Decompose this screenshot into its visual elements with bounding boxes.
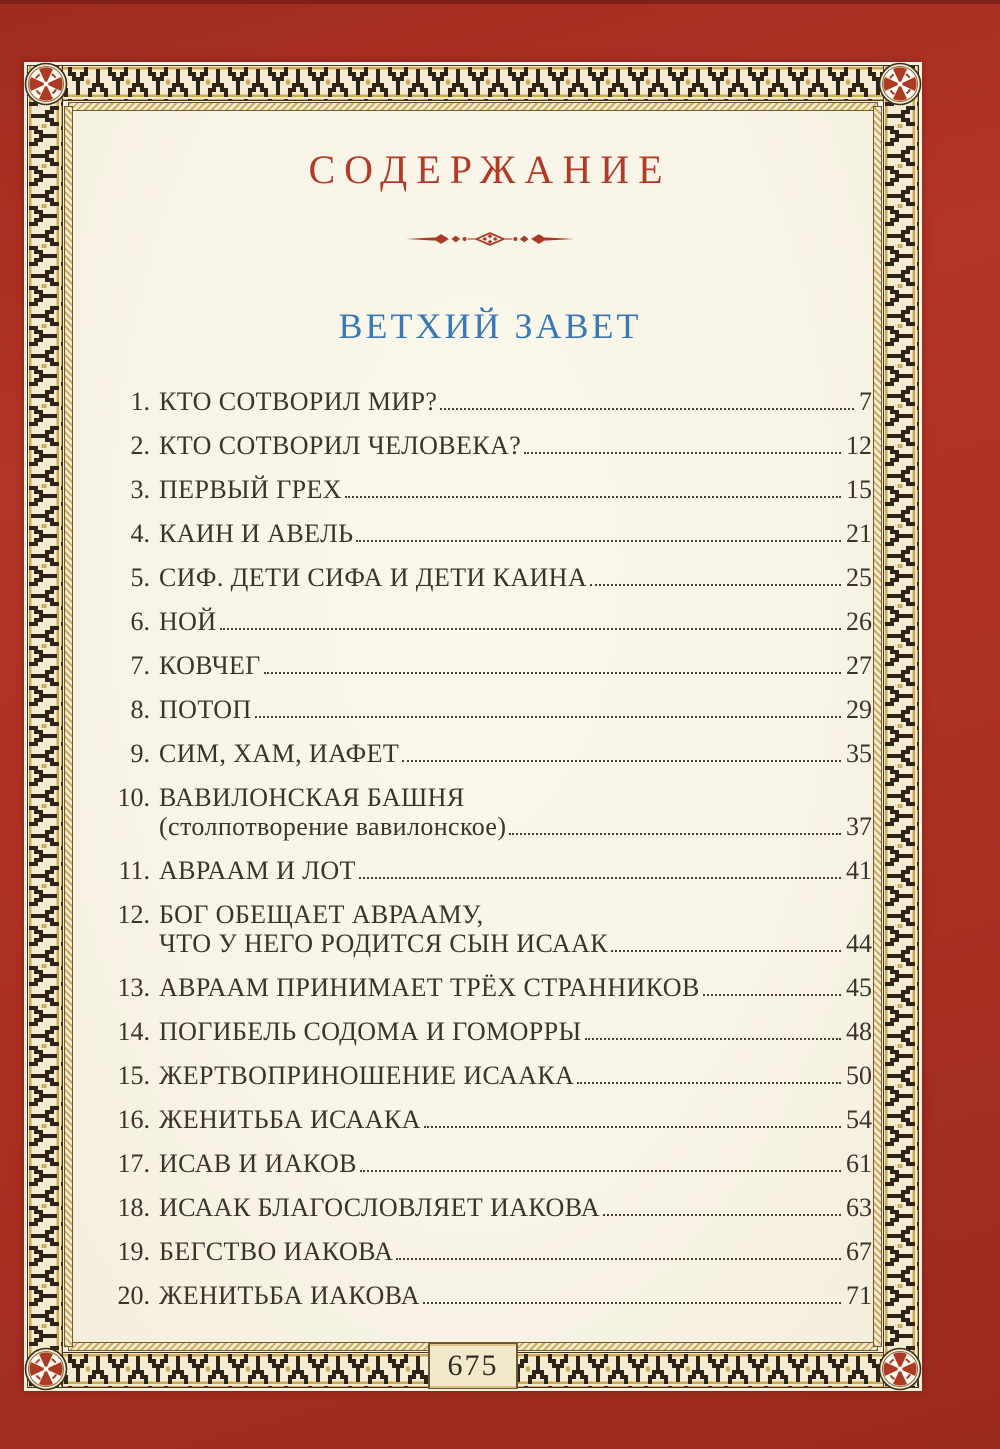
dotted-leader [423, 1302, 841, 1304]
toc-entry [108, 1149, 872, 1178]
toc-entry [108, 1193, 872, 1222]
toc-entry [108, 1281, 872, 1310]
toc-entry-title: СИФ. ДЕТИ СИФА И ДЕТИ КАИНА [159, 563, 588, 592]
rope-line-top [68, 102, 878, 111]
toc-entry [108, 1237, 872, 1266]
toc-entry [108, 1061, 872, 1090]
toc-entry-title: ВАВИЛОНСКАЯ БАШНЯ [159, 783, 465, 812]
toc-entry-title: АВРААМ И ЛОТ [159, 856, 356, 885]
toc-entry-page: 15 [846, 475, 872, 504]
toc-entry-title: БОГ ОБЕЩАЕТ АВРААМУ, [159, 900, 484, 929]
toc-entry-title: АВРААМ ПРИНИМАЕТ ТРЁХ СТРАННИКОВ [159, 973, 700, 1002]
toc-entry-page: 48 [846, 1017, 872, 1046]
toc-entry-number: 14. [117, 1017, 150, 1046]
toc-entry-number: 16. [117, 1105, 150, 1134]
toc-entry [108, 900, 872, 958]
toc-entry-page: 63 [846, 1193, 872, 1222]
toc-entry-number: 1. [130, 387, 150, 416]
divider-ornament-icon [108, 231, 872, 247]
toc-entry-number: 11. [118, 856, 150, 885]
toc-entry-page: 26 [846, 607, 872, 636]
dotted-leader [356, 540, 841, 542]
toc-entry-title: ИСАВ И ИАКОВ [159, 1149, 357, 1178]
toc-entry [108, 387, 872, 416]
dotted-leader [603, 1214, 841, 1216]
toc-entry-page: 67 [846, 1237, 872, 1266]
page-content [24, 62, 922, 1310]
cross-medallion-icon [24, 62, 68, 106]
toc-entry-title: ПОТОП [159, 695, 252, 724]
ornamental-border-left [27, 65, 63, 1388]
book-page [24, 62, 922, 1391]
dotted-leader [396, 1258, 841, 1260]
cross-medallion-icon [878, 1347, 922, 1391]
toc-entry-number: 8. [130, 695, 150, 724]
dotted-leader [345, 496, 841, 498]
toc-entry [108, 1017, 872, 1046]
dotted-leader [255, 716, 841, 718]
dotted-leader [611, 950, 841, 952]
toc-entry-page: 29 [846, 695, 872, 724]
toc-entry-number: 3. [130, 475, 150, 504]
toc-entry-title: ЧТО У НЕГО РОДИТСЯ СЫН ИСААК [159, 929, 608, 958]
toc-entry-number: 18. [117, 1193, 150, 1222]
toc-entry-number: 6. [130, 607, 150, 636]
toc-entry-title: КТО СОТВОРИЛ МИР? [159, 387, 438, 416]
toc-entry-title: ИСААК БЛАГОСЛОВЛЯЕТ ИАКОВА [159, 1193, 600, 1222]
toc-entry-number: 12. [117, 900, 150, 929]
toc-entry-number: 9. [130, 739, 150, 768]
toc-entry-number: 20. [117, 1281, 150, 1310]
rope-line-right [873, 106, 882, 1347]
toc-entry-page: 45 [846, 973, 872, 1002]
toc-entry-page: 35 [846, 739, 872, 768]
dotted-leader [524, 452, 841, 454]
contents-title: СОДЕРЖАНИЕ [308, 147, 672, 192]
toc-entry [108, 475, 872, 504]
toc-entry-page: 25 [846, 563, 872, 592]
toc-entry-page: 37 [846, 812, 872, 841]
dotted-leader [703, 994, 841, 996]
toc-entry-number: 17. [117, 1149, 150, 1178]
toc-entry-page: 61 [846, 1149, 872, 1178]
toc-entry-title: ЖЕНИТЬБА ИАКОВА [159, 1281, 420, 1310]
toc-entry-page: 27 [846, 651, 872, 680]
dotted-leader [440, 408, 854, 410]
dotted-leader [359, 877, 841, 879]
toc-entry-page: 12 [846, 431, 872, 460]
dotted-leader [424, 1126, 841, 1128]
toc-entry-number: 19. [117, 1237, 150, 1266]
toc-entry-number: 4. [130, 519, 150, 548]
rope-line-left [64, 106, 73, 1347]
page-number-value: 675 [447, 1349, 499, 1382]
toc-entry-title: СИМ, ХАМ, ИАФЕТ [159, 739, 400, 768]
toc-entry-number: 2. [130, 431, 150, 460]
toc-entry-title: ЖЕРТВОПРИНОШЕНИЕ ИСААКА [159, 1061, 575, 1090]
toc-entry-title: НОЙ [159, 607, 217, 636]
toc-entry-number: 15. [117, 1061, 150, 1090]
toc-entry-page: 71 [846, 1281, 872, 1310]
dotted-leader [585, 1038, 841, 1040]
toc-entry-number: 5. [130, 563, 150, 592]
toc-entry-page: 44 [846, 929, 872, 958]
toc-entry [108, 651, 872, 680]
dotted-leader [220, 628, 841, 630]
section-heading: ВЕТХИЙ ЗАВЕТ [338, 306, 642, 346]
toc-entry-title: КАИН И АВЕЛЬ [159, 519, 354, 548]
toc-entry-title: ПЕРВЫЙ ГРЕХ [159, 475, 342, 504]
dotted-leader [577, 1082, 841, 1084]
cross-medallion-icon [878, 62, 922, 106]
toc-entry-title: ПОГИБЕЛЬ СОДОМА И ГОМОРРЫ [159, 1017, 582, 1046]
dotted-leader [509, 833, 841, 835]
toc-entry [108, 739, 872, 768]
toc-entry [108, 431, 872, 460]
toc-entry-title: ЖЕНИТЬБА ИСААКА [159, 1105, 421, 1134]
ornamental-border-right [883, 65, 919, 1388]
toc-entry-title: (столпотворение вавилонское) [159, 812, 507, 841]
toc-entry-page: 54 [846, 1105, 872, 1134]
toc-entry [108, 695, 872, 724]
dotted-leader [264, 672, 841, 674]
dotted-leader [360, 1170, 841, 1172]
toc-entry-number: 10. [117, 783, 150, 812]
toc-entry [108, 519, 872, 548]
cross-medallion-icon [24, 1347, 68, 1391]
toc-entry-title: БЕГСТВО ИАКОВА [159, 1237, 394, 1266]
toc-entry [108, 607, 872, 636]
toc-entry-title: КТО СОТВОРИЛ ЧЕЛОВЕКА? [159, 431, 522, 460]
toc-entry [108, 783, 872, 841]
ornamental-border-top [27, 65, 919, 101]
toc-entry-page: 7 [859, 387, 872, 416]
toc-entry [108, 1105, 872, 1134]
toc-entry-number: 13. [117, 973, 150, 1002]
dotted-leader [590, 584, 841, 586]
dotted-leader [402, 760, 841, 762]
toc-entry [108, 973, 872, 1002]
toc-entry-number: 7. [130, 651, 150, 680]
page-number [428, 1343, 518, 1389]
toc-entry-title: КОВЧЕГ [159, 651, 261, 680]
toc-list [108, 387, 872, 1310]
toc-entry-page: 21 [846, 519, 872, 548]
toc-entry-page: 50 [846, 1061, 872, 1090]
toc-entry [108, 563, 872, 592]
toc-entry-page: 41 [846, 856, 872, 885]
toc-entry [108, 856, 872, 885]
